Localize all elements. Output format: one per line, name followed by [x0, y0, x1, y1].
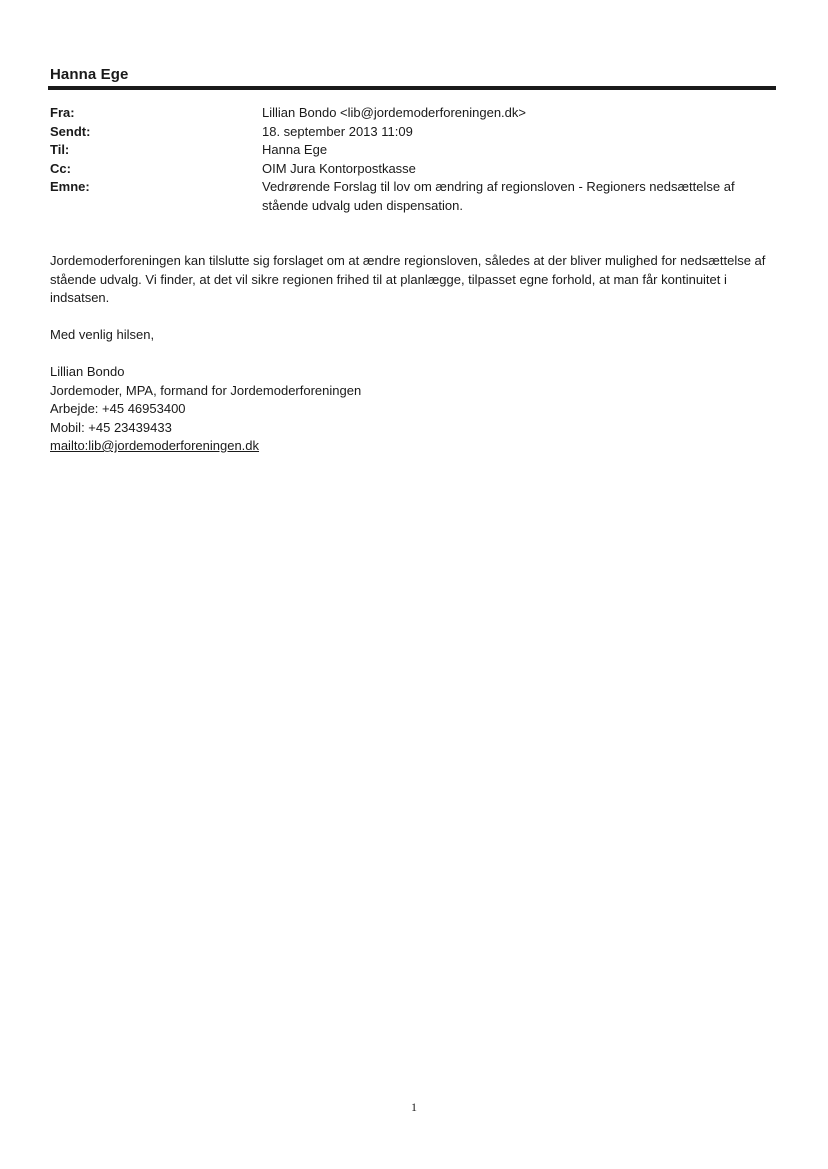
- email-body: [50, 252, 770, 308]
- page-number: 1: [411, 1100, 417, 1114]
- header-divider: [48, 86, 776, 90]
- recipient-header-name: Hanna Ege: [50, 66, 129, 83]
- subject-value: Vedrørende Forslag til lov om ændring af regionsloven - Regioners nedsættelse af stående udvalg uden dispensation.: [262, 179, 735, 213]
- signature-block: [50, 363, 361, 456]
- sent-value: 18. september 2013 11:09: [262, 123, 413, 139]
- closing-greeting: Med venlig hilsen,: [50, 327, 155, 342]
- sent-label: Sendt:: [50, 123, 91, 139]
- from-label: Fra:: [50, 105, 75, 120]
- meta-row-to: [50, 141, 776, 160]
- signature-mail-link[interactable]: mailto:lib@jordemoderforeningen.dk: [50, 438, 260, 453]
- meta-row-subject: [50, 178, 776, 215]
- subject-label: Emne:: [50, 179, 90, 194]
- signature-title: Jordemoder, MPA, formand for Jordemoderforeningen: [50, 382, 362, 398]
- cc-value: OIM Jura Kontorpostkasse: [262, 160, 416, 176]
- body-paragraph: Jordemoderforeningen kan tilslutte sig forslaget om at ændre regionsloven, således at der bliver mulighed for nedsættelse af stående udvalg. Vi finder, at det vil sikre regionen frihed til at planlægge, tilpasset egne forhold, at man får kontinuitet i indsatsen.: [50, 253, 766, 305]
- signature-mobile-phone: Mobil: +45 23439433: [50, 419, 172, 435]
- signature-name: Lillian Bondo: [50, 364, 125, 379]
- meta-row-sent: [50, 123, 776, 142]
- from-value: Lillian Bondo <lib@jordemoderforeningen.dk>: [262, 105, 526, 120]
- meta-row-from: [50, 104, 776, 123]
- signature-work-phone: Arbejde: +45 46953400: [50, 401, 186, 416]
- email-meta-block: [50, 104, 776, 215]
- to-label: Til:: [50, 142, 70, 157]
- to-value: Hanna Ege: [262, 142, 328, 157]
- meta-row-cc: [50, 160, 776, 179]
- cc-label: Cc:: [50, 160, 71, 176]
